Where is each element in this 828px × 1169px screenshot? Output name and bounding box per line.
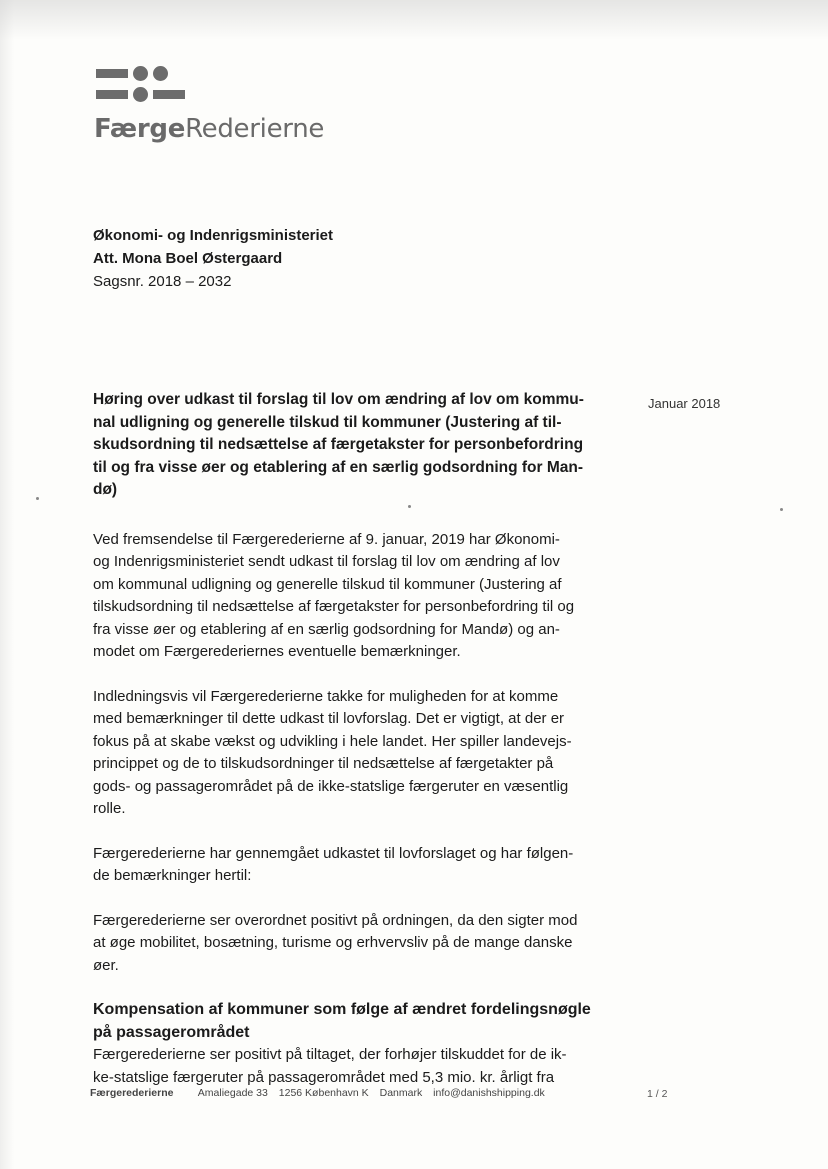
subject-line: dø) xyxy=(93,481,118,498)
logo-mark-icon xyxy=(96,64,188,104)
logo-name-light: Rederierne xyxy=(185,114,325,144)
scan-speck xyxy=(408,505,411,508)
page-number: 1 / 2 xyxy=(647,1088,668,1100)
text-line: modet om Færgerederiernes eventuelle bemærkninger. xyxy=(93,643,461,660)
text-line: Færgerederierne ser positivt på tiltaget, der forhøjer tilskuddet for de ik- xyxy=(93,1046,567,1063)
footer-street: Amaliegade 33 xyxy=(197,1087,268,1099)
text-line: fokus på at skabe vækst og udvikling i hele landet. Her spiller landevejs- xyxy=(93,732,572,750)
text-line: Ved fremsendelse til Færgerederierne af 9. januar, 2019 har Økonomi- xyxy=(93,530,560,548)
page-footer xyxy=(90,1087,545,1099)
footer-country: Danmark xyxy=(379,1087,423,1099)
logo-name-bold: Færge xyxy=(94,114,186,144)
subject-line: skudsordning til nedsættelse af færgetakster for personbefordring xyxy=(93,436,584,453)
section-body xyxy=(93,1044,613,1089)
subject-heading xyxy=(93,389,613,502)
subject-line: til og fra visse øer og etablering af en særlig godsordning for Man- xyxy=(93,458,584,476)
heading-line: Kompensation af kommuner som følge af ændret fordelingsnøgle xyxy=(93,1001,591,1018)
recipient-address xyxy=(93,224,333,293)
scan-speck xyxy=(36,497,39,500)
recipient-ministry: Økonomi- og Indenrigsministeriet xyxy=(93,227,334,244)
company-logo-text xyxy=(94,114,324,144)
paragraph-review xyxy=(93,843,613,888)
scan-speck xyxy=(780,508,783,511)
paragraph-thanks xyxy=(93,686,613,821)
text-line: tilskudsordning til nedsættelse af færgetakster for personbefordring til og xyxy=(93,598,575,615)
subject-line: nal udligning og generelle tilskud til kommuner (Justering af til- xyxy=(93,413,562,431)
heading-line: på passagerområdet xyxy=(93,1023,250,1041)
paragraph-intro xyxy=(93,529,613,664)
recipient-attention: Att. Mona Boel Østergaard xyxy=(93,250,283,267)
text-line: de bemærkninger hertil: xyxy=(93,867,252,884)
footer-org: Færgerederierne xyxy=(90,1087,174,1099)
scan-left-edge xyxy=(0,0,14,1169)
text-line: om kommunal udligning og generelle tilskud til kommuner (Justering af xyxy=(93,575,562,593)
text-line: Færgerederierne har gennemgået udkastet til lovforslaget og har følgen- xyxy=(93,844,574,862)
text-line: og Indenrigsministeriet sendt udkast til forslag til lov om ændring af lov xyxy=(93,553,560,570)
text-line: med bemærkninger til dette udkast til lovforslag. Det er vigtigt, at der er xyxy=(93,710,565,727)
letter-body xyxy=(93,389,613,1089)
text-line: rolle. xyxy=(93,800,126,817)
footer-email: info@danishshipping.dk xyxy=(433,1087,545,1099)
paragraph-positive xyxy=(93,910,613,978)
text-line: øer. xyxy=(93,956,119,974)
text-line: gods- og passagerområdet på de ikke-statslige færgeruter en væsentlig xyxy=(93,777,569,795)
text-line: fra visse øer og etablering af en særlig godsordning for Mandø) og an- xyxy=(93,620,560,638)
case-number: Sagsnr. 2018 – 2032 xyxy=(93,273,232,290)
subject-line: Høring over udkast til forslag til lov om ændring af lov om kommu- xyxy=(93,391,584,408)
text-line: princippet og de to tilskudsordninger til nedsættelse af færgetakter på xyxy=(93,755,554,772)
scan-top-shadow xyxy=(0,0,828,40)
letter-date: Januar 2018 xyxy=(648,396,721,411)
text-line: Indledningsvis vil Færgerederierne takke for muligheden for at komme xyxy=(93,687,559,705)
text-line: ke-statslige færgeruter på passagerområdet med 5,3 mio. kr. årligt fra xyxy=(93,1068,555,1086)
section-heading xyxy=(93,999,613,1044)
footer-city: 1256 København K xyxy=(278,1087,369,1099)
text-line: Færgerederierne ser overordnet positivt på ordningen, da den sigter mod xyxy=(93,911,578,929)
text-line: at øge mobilitet, bosætning, turisme og erhvervsliv på de mange danske xyxy=(93,934,573,951)
